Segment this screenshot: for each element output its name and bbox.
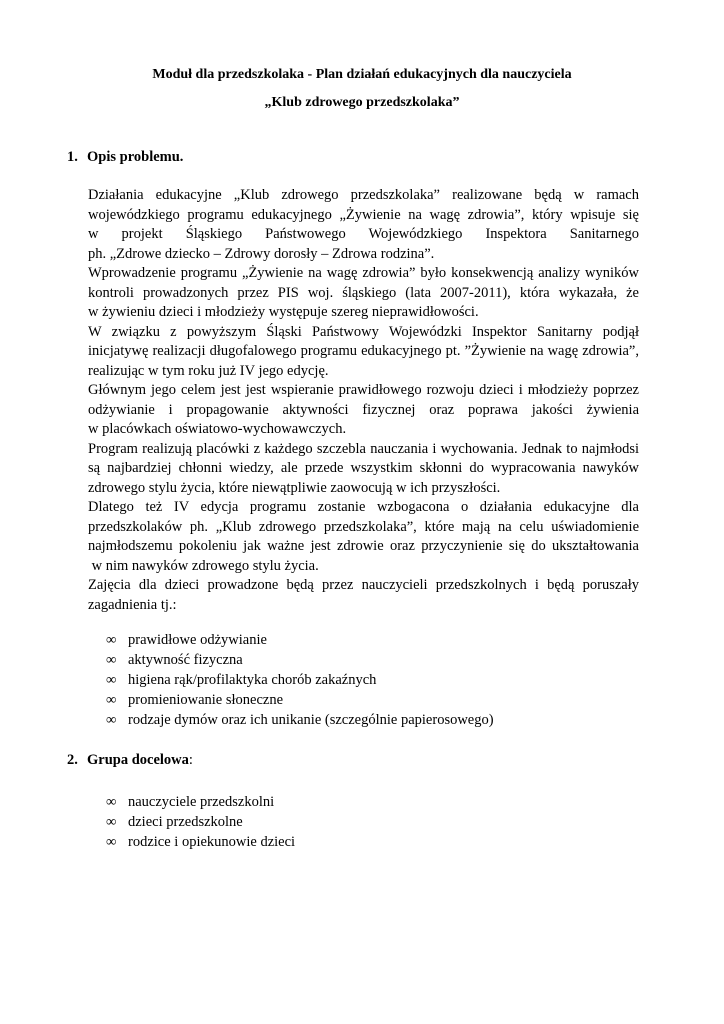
section-1-title: Opis problemu. [87, 149, 184, 165]
section-2-title: Grupa docelowa [87, 752, 189, 768]
body-line: Zajęcia dla dzieci prowadzone będą przez nauczycieli przedszkolnych i będą poruszały [88, 577, 639, 593]
body-line: w placówkach oświatowo-wychowawczych. [88, 421, 347, 437]
body-line: przedszkolaków ph. „Klub zdrowego przedszkolaka”, które mają na celu uświadomienie [88, 518, 639, 535]
list-item [106, 690, 494, 710]
infinity-bullet-icon: ∞ [106, 672, 117, 688]
body-line: w żywieniu dzieci i młodzieży występuje szereg nieprawidłowości. [88, 304, 479, 320]
list-item [106, 832, 295, 852]
section-1-body [88, 186, 639, 615]
body-line: Głównym jego celem jest jest wspieranie prawidłowego rozwoju dzieci i młodzieży poprzez [88, 382, 639, 398]
infinity-bullet-icon: ∞ [106, 814, 117, 830]
section-1-heading [67, 148, 183, 167]
section-1-bullet-list [106, 630, 494, 730]
body-line: odżywianie i propagowanie aktywności fizycznej oraz poprawa jakości żywienia [88, 401, 639, 418]
list-item [106, 650, 494, 670]
body-line: W związku z powyższym Śląski Państwowy Wojewódzki Inspektor Sanitarny podjął [88, 323, 639, 340]
list-item [106, 630, 494, 650]
section-2-number: 2. [67, 752, 78, 768]
body-line: kontroli prowadzonych przez PIS woj. śląskiego (lata 2007-2011), która wykazała, że [88, 284, 639, 301]
list-item [106, 710, 494, 730]
list-item [106, 670, 494, 690]
infinity-bullet-icon: ∞ [106, 794, 117, 810]
section-2-heading [67, 751, 193, 770]
body-line: Działania edukacyjne „Klub zdrowego przedszkolaka” realizowane będą w ramach [88, 187, 639, 203]
body-line: ph. „Zdrowe dziecko – Zdrowy dorosły – Zdrowa rodzina”. [88, 245, 435, 262]
list-item-text: rodzaje dymów oraz ich unikanie (szczególnie papierosowego) [128, 712, 494, 728]
document-title-line-1: Moduł dla przedszkolaka - Plan działań edukacyjnych dla nauczyciela [152, 67, 572, 82]
body-line: w nim nawyków zdrowego stylu życia. [88, 557, 319, 574]
section-1-number: 1. [67, 149, 78, 165]
list-item-text: prawidłowe odżywianie [128, 632, 267, 648]
infinity-bullet-icon: ∞ [106, 692, 117, 708]
section-2-bullet-list [106, 792, 295, 852]
infinity-bullet-icon: ∞ [106, 712, 117, 728]
document-title-line-2: „Klub zdrowego przedszkolaka” [264, 95, 460, 110]
body-line: zdrowego stylu życia, które niewątpliwie zaowocują w ich przyszłości. [88, 479, 501, 496]
list-item-text: promieniowanie słoneczne [128, 692, 284, 708]
body-line: inicjatywę realizacji długofalowego programu edukacyjnego pt. ”Żywienie na wagę zdrowia”, [88, 343, 639, 359]
list-item-text: rodzice i opiekunowie dzieci [128, 834, 296, 850]
infinity-bullet-icon: ∞ [106, 632, 117, 648]
body-line: wojewódzkiego programu edukacyjnego „Żywienie na wagę zdrowia”, który wpisuje się [88, 206, 639, 223]
body-line: są najbardziej chłonni wiedzy, ale przede wszystkim skłonni do wypracowania nawyków [88, 460, 639, 476]
body-line: najmłodszemu pokoleniu jak ważne jest zdrowie oraz przyczynienie się do ukształtowania [88, 538, 639, 554]
body-line: zagadnienia tj.: [88, 596, 177, 613]
list-item-text: dzieci przedszkolne [128, 814, 243, 830]
list-item-text: nauczyciele przedszkolni [128, 794, 275, 810]
infinity-bullet-icon: ∞ [106, 834, 117, 850]
body-line: w projekt Śląskiego Państwowego Wojewódzkiego Inspektora Sanitarnego [88, 226, 639, 242]
infinity-bullet-icon: ∞ [106, 652, 117, 668]
body-line: Dlatego też IV edycja programu zostanie wzbogacona o działania edukacyjne dla [88, 499, 639, 515]
body-line: realizując w tym roku już IV jego edycję. [88, 362, 329, 379]
section-2-title-suffix: : [188, 752, 193, 768]
body-line: Program realizują placówki z każdego szczebla nauczania i wychowania. Jednak to najmłodsi [88, 440, 639, 457]
list-item [106, 792, 295, 812]
list-item [106, 812, 295, 832]
list-item-text: aktywność fizyczna [128, 652, 243, 668]
body-line: Wprowadzenie programu „Żywienie na wagę zdrowia” było konsekwencją analizy wyników [88, 265, 639, 281]
list-item-text: higiena rąk/profilaktyka chorób zakaźnych [128, 672, 377, 688]
